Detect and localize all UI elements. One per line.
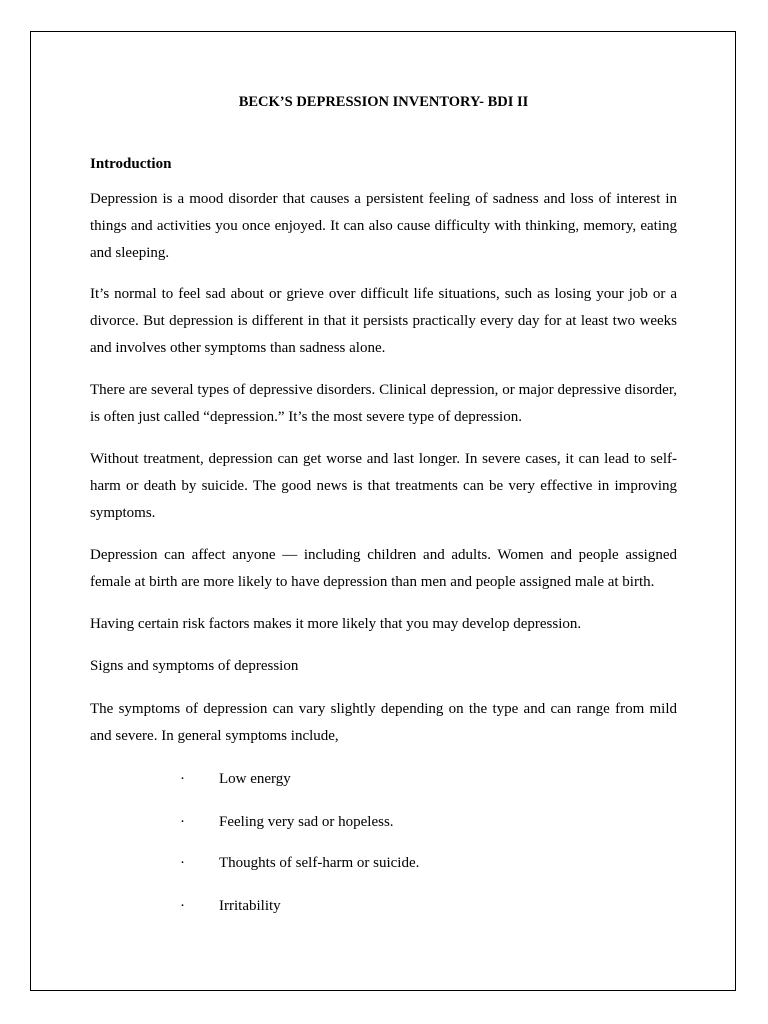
paragraph-6: Having certain risk factors makes it more likely that you may develop depression.	[90, 616, 582, 632]
list-item-text: Low energy	[219, 771, 291, 787]
bullet-dot-icon: ·	[180, 855, 185, 871]
list-item-text: Irritability	[219, 898, 281, 914]
document-content	[90, 92, 677, 914]
list-item-text: Feeling very sad or hopeless.	[219, 814, 394, 830]
list-item-text: Thoughts of self-harm or suicide.	[219, 855, 420, 871]
paragraph-1: Depression is a mood disorder that causes a persistent feeling of sadness and loss of interest in things and activities you once enjoyed. It can also cause difficulty with thinking, memory, eating and sleeping.	[90, 191, 677, 261]
bullet-dot-icon: ·	[180, 814, 185, 830]
paragraph-7: The symptoms of depression can vary slightly depending on the type and can range from mild and severe. In general symptoms include,	[90, 701, 677, 744]
document-title: BECK’S DEPRESSION INVENTORY- BDI II	[238, 94, 529, 110]
paragraph-2: It’s normal to feel sad about or grieve over difficult life situations, such as losing your job or a divorce. But depression is different in that it persists practically every day for at least two weeks and involves other symptoms than sadness alone.	[90, 286, 677, 356]
section-heading-introduction: Introduction	[90, 156, 172, 172]
bullet-dot-icon: ·	[180, 771, 185, 787]
paragraph-5: Depression can affect anyone — including children and adults. Women and people assigned female at birth are more likely to have depression than men and people assigned male at birth.	[90, 547, 677, 590]
bullet-dot-icon: ·	[180, 898, 185, 914]
paragraph-3: There are several types of depressive disorders. Clinical depression, or major depressive disorder, is often just called “depression.” It’s the most severe type of depression.	[90, 382, 677, 425]
paragraph-signs-heading: Signs and symptoms of depression	[90, 658, 299, 674]
paragraph-4: Without treatment, depression can get worse and last longer. In severe cases, it can lead to self-harm or death by suicide. The good news is that treatments can be very effective in improving symptoms.	[90, 451, 677, 521]
